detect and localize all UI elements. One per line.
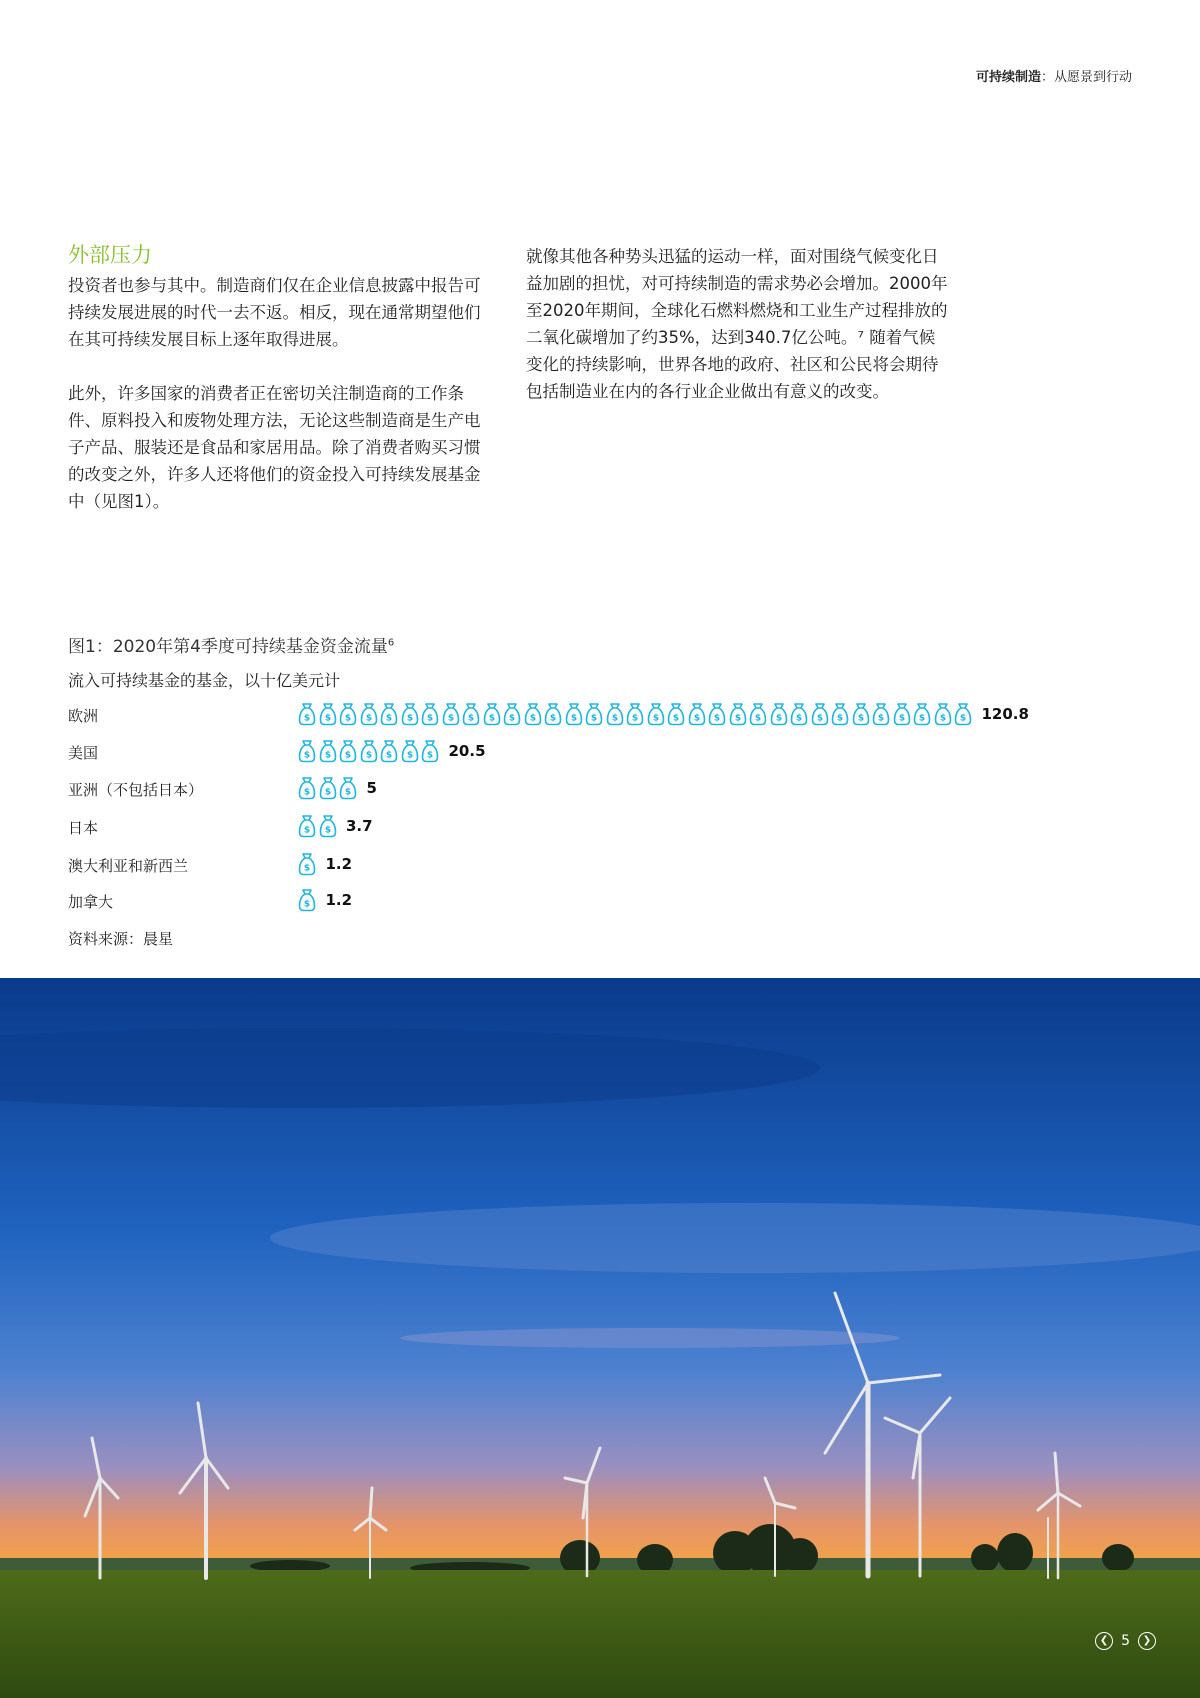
money-bag-icon xyxy=(749,702,767,726)
svg-text:$: $ xyxy=(447,713,454,724)
money-bag-icon xyxy=(339,776,357,800)
money-bag-icon xyxy=(585,702,603,726)
svg-text:$: $ xyxy=(734,713,741,724)
money-bag-icon xyxy=(421,739,439,763)
paragraph-investors: 投资者也参与其中。制造商们仅在企业信息披露中报告可持续发展进展的时代一去不返。相反，现在通常期望他们在其可持续发展目标上逐年取得进展。 xyxy=(68,276,481,349)
money-bag-icon xyxy=(319,739,337,763)
money-bag-icon xyxy=(319,814,337,838)
svg-text:$: $ xyxy=(303,863,311,874)
svg-text:$: $ xyxy=(324,787,331,798)
svg-text:$: $ xyxy=(324,713,331,724)
svg-text:$: $ xyxy=(570,713,577,724)
svg-text:$: $ xyxy=(324,825,331,836)
svg-text:$: $ xyxy=(365,713,372,724)
chart-category-label: 美国 xyxy=(68,744,99,762)
money-bag-icon xyxy=(462,702,480,726)
page-navigation xyxy=(1095,1632,1156,1650)
svg-text:$: $ xyxy=(816,713,823,724)
money-bag-icon xyxy=(831,702,849,726)
money-bag-icon xyxy=(729,702,747,726)
svg-text:$: $ xyxy=(918,713,926,724)
header-title: 可持续制造 xyxy=(975,70,1041,85)
header-subtitle: ：从愿景到行动 xyxy=(1040,70,1132,85)
chart-value-label: 120.8 xyxy=(981,705,1029,723)
money-bag-icon xyxy=(360,702,378,726)
money-bag-icon xyxy=(708,702,726,726)
chart-icon-bar xyxy=(298,776,360,800)
svg-text:$: $ xyxy=(939,713,946,724)
chart-value-label: 1.2 xyxy=(325,855,353,873)
money-bag-icon xyxy=(544,702,562,726)
next-page-icon[interactable]: ❯ xyxy=(1138,1632,1156,1650)
chart-category-label: 澳大利亚和新西兰 xyxy=(68,857,189,875)
figure-footnote: 6 xyxy=(387,637,395,649)
paragraph-climate: 就像其他各种势头迅猛的运动一样，面对围绕气候变化日益加剧的担忧，对可持续制造的需求势必会增加。2000年至2020年期间，全球化石燃料燃烧和工业生产过程排放的二氧化碳增加了约35%，达到340.7亿公吨。⁷ 随着气候变化的持续影响，世界各地的政府、社区和公民将会期待包括制造业在内的各行业企业做出有意义的改变。 xyxy=(526,247,948,401)
svg-text:$: $ xyxy=(672,713,680,724)
figure-subtitle: 流入可持续基金的基金，以十亿美元计 xyxy=(68,671,341,690)
chart-value-label: 5 xyxy=(366,779,377,797)
svg-text:$: $ xyxy=(344,713,352,724)
svg-text:$: $ xyxy=(590,713,598,724)
svg-text:$: $ xyxy=(652,713,659,724)
previous-page-icon[interactable]: ❮ xyxy=(1095,1632,1113,1650)
chart-icon-bar xyxy=(298,814,339,838)
money-bag-icon xyxy=(298,888,316,912)
money-bag-icon xyxy=(524,702,542,726)
money-bag-icon xyxy=(319,776,337,800)
svg-text:$: $ xyxy=(959,713,967,724)
money-bag-icon xyxy=(606,702,624,726)
running-header xyxy=(976,66,1132,85)
svg-text:$: $ xyxy=(836,713,844,724)
svg-text:$: $ xyxy=(877,713,885,724)
svg-text:$: $ xyxy=(385,750,393,761)
svg-text:$: $ xyxy=(508,713,516,724)
page-number: 5 xyxy=(1121,1633,1130,1649)
money-bag-icon xyxy=(954,702,972,726)
money-bag-icon xyxy=(626,702,644,726)
figure-title: 图1：2020年第4季度可持续基金资金流量$^6$ xyxy=(68,637,395,657)
money-bag-icon xyxy=(339,702,357,726)
money-bag-icon xyxy=(770,702,788,726)
money-bag-icon xyxy=(893,702,911,726)
money-bag-icon xyxy=(380,702,398,726)
chart-icon-bar xyxy=(298,852,319,876)
money-bag-icon xyxy=(401,739,419,763)
money-bag-icon xyxy=(298,814,316,838)
chart-value-label: 3.7 xyxy=(346,817,373,835)
chart-icon-bar xyxy=(298,888,319,912)
money-bag-icon xyxy=(852,702,870,726)
svg-text:$: $ xyxy=(406,713,413,724)
svg-text:$: $ xyxy=(693,713,700,724)
svg-text:$: $ xyxy=(303,787,311,798)
money-bag-icon xyxy=(503,702,521,726)
svg-text:$: $ xyxy=(488,713,495,724)
money-bag-icon xyxy=(872,702,890,726)
paragraph-consumers: 此外，许多国家的消费者正在密切关注制造商的工作条件、原料投入和废物处理方法，无论这些制造商是生产电子产品、服装还是食品和家居用品。除了消费者购买习惯的改变之外，许多人还将他们的资金投入可持续发展基金中（见图1）。 xyxy=(68,384,481,511)
money-bag-icon xyxy=(421,702,439,726)
money-bag-icon xyxy=(339,739,357,763)
svg-text:$: $ xyxy=(344,750,352,761)
money-bag-icon xyxy=(298,776,316,800)
money-bag-icon xyxy=(688,702,706,726)
chart-category-label: 加拿大 xyxy=(68,893,114,911)
money-bag-icon xyxy=(934,702,952,726)
svg-text:$: $ xyxy=(467,713,475,724)
svg-text:$: $ xyxy=(426,713,434,724)
svg-text:$: $ xyxy=(324,750,331,761)
money-bag-icon xyxy=(298,702,316,726)
svg-text:$: $ xyxy=(549,713,557,724)
money-bag-icon xyxy=(667,702,685,726)
money-bag-icon xyxy=(565,702,583,726)
money-bag-icon xyxy=(401,702,419,726)
svg-text:$: $ xyxy=(898,713,905,724)
money-bag-icon xyxy=(298,739,316,763)
chart-category-label: 亚洲（不包括日本） xyxy=(68,781,204,799)
money-bag-icon xyxy=(647,702,665,726)
svg-text:$: $ xyxy=(303,899,311,910)
svg-text:$: $ xyxy=(303,825,311,836)
money-bag-icon xyxy=(790,702,808,726)
money-bag-icon xyxy=(298,852,316,876)
svg-text:$: $ xyxy=(631,713,639,724)
money-bag-icon xyxy=(380,739,398,763)
money-bag-icon xyxy=(360,739,378,763)
left-column xyxy=(68,240,492,515)
chart-value-label: 20.5 xyxy=(448,742,486,760)
wind-turbine-photo xyxy=(0,978,1200,1698)
money-bag-icon xyxy=(811,702,829,726)
svg-text:$: $ xyxy=(365,750,372,761)
chart-icon-bar xyxy=(298,739,442,763)
svg-text:$: $ xyxy=(406,750,413,761)
money-bag-icon xyxy=(483,702,501,726)
svg-text:$: $ xyxy=(611,713,618,724)
section-heading: 外部压力 xyxy=(68,243,152,267)
svg-text:$: $ xyxy=(754,713,762,724)
money-bag-icon xyxy=(319,702,337,726)
svg-text:$: $ xyxy=(795,713,803,724)
chart-icon-bar xyxy=(298,702,975,726)
svg-text:$: $ xyxy=(713,713,721,724)
chart-category-label: 欧洲 xyxy=(68,707,99,725)
svg-text:$: $ xyxy=(303,713,311,724)
svg-text:$: $ xyxy=(344,787,352,798)
svg-text:$: $ xyxy=(857,713,864,724)
right-column xyxy=(526,243,950,405)
money-bag-icon xyxy=(913,702,931,726)
svg-text:$: $ xyxy=(426,750,434,761)
figure-source: 资料来源：晨星 xyxy=(68,930,174,948)
chart-value-label: 1.2 xyxy=(325,891,353,909)
money-bag-icon xyxy=(442,702,460,726)
svg-text:$: $ xyxy=(529,713,536,724)
svg-text:$: $ xyxy=(775,713,782,724)
svg-text:$: $ xyxy=(303,750,311,761)
svg-text:$: $ xyxy=(385,713,393,724)
chart-category-label: 日本 xyxy=(68,819,99,837)
